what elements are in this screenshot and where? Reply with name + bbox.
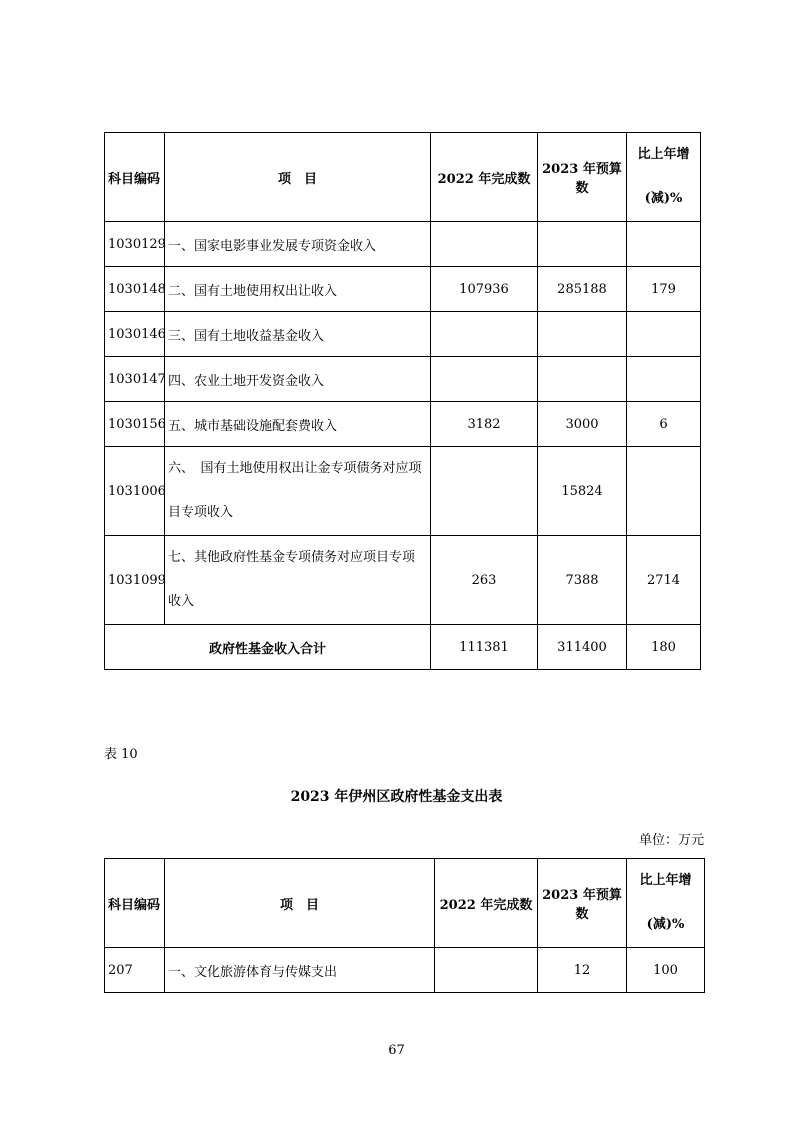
header-code: 科目编码 [105, 859, 165, 948]
row-budget-2023: 15824 [538, 447, 627, 536]
header-code: 科目编码 [105, 133, 165, 222]
row-budget-2023: 285188 [538, 267, 627, 312]
table-row [105, 447, 701, 536]
row-change [627, 357, 701, 402]
row-code: 1030148 [105, 267, 165, 312]
page-number: 67 [388, 1043, 405, 1058]
table-title: 2023 年伊州区政府性基金支出表 [290, 789, 503, 805]
row-done-2022 [431, 447, 538, 536]
row-item: 一、国家电影事业发展专项资金收入 [165, 222, 431, 267]
total-change: 180 [627, 625, 701, 670]
row-code: 207 [105, 948, 165, 993]
header-change-line1: 比上年增 [639, 873, 692, 888]
row-code: 1030156 [105, 402, 165, 447]
row-change [627, 447, 701, 536]
header-change-line2: (减)% [644, 191, 683, 206]
table-row [105, 312, 701, 357]
revenue-table [104, 132, 701, 670]
row-code: 1031006 [105, 447, 165, 536]
row-done-2022: 107936 [431, 267, 538, 312]
row-item: 四、农业土地开发资金收入 [165, 357, 431, 402]
row-budget-2023 [538, 222, 627, 267]
row-item: 五、城市基础设施配套费收入 [165, 402, 431, 447]
row-code: 1030129 [105, 222, 165, 267]
expenditure-table [104, 858, 705, 993]
total-done-2022: 111381 [431, 625, 538, 670]
row-budget-2023 [538, 312, 627, 357]
row-code: 1030147 [105, 357, 165, 402]
header-change [627, 133, 701, 222]
header-item: 项 目 [165, 133, 431, 222]
row-budget-2023 [538, 357, 627, 402]
row-done-2022: 3182 [431, 402, 538, 447]
row-item: 七、其他政府性基金专项债务对应项目专项收入 [165, 536, 431, 625]
row-item: 一、文化旅游体育与传媒支出 [165, 948, 435, 993]
row-change: 179 [627, 267, 701, 312]
table-row [105, 267, 701, 312]
row-change: 6 [627, 402, 701, 447]
header-change-line2: (减)% [646, 917, 685, 932]
row-change: 2714 [627, 536, 701, 625]
table-label: 表 10 [104, 747, 138, 762]
row-code: 1030146 [105, 312, 165, 357]
header-change-line1: 比上年增 [637, 147, 690, 162]
row-change: 100 [627, 948, 705, 993]
table-row [105, 357, 701, 402]
table-header-row [105, 859, 705, 948]
header-done-2022: 2022 年完成数 [435, 859, 538, 948]
row-change [627, 312, 701, 357]
header-change [627, 859, 705, 948]
row-item: 二、国有土地使用权出让收入 [165, 267, 431, 312]
table-total-row [105, 625, 701, 670]
table-header-row [105, 133, 701, 222]
unit-label: 单位：万元 [638, 833, 704, 848]
row-budget-2023: 7388 [538, 536, 627, 625]
total-label: 政府性基金收入合计 [105, 625, 431, 670]
table-row [105, 222, 701, 267]
row-done-2022: 263 [431, 536, 538, 625]
row-budget-2023: 12 [538, 948, 627, 993]
row-done-2022 [431, 312, 538, 357]
row-done-2022 [431, 357, 538, 402]
header-item: 项 目 [165, 859, 435, 948]
table-row [105, 536, 701, 625]
header-budget-2023: 2023 年预算数 [538, 859, 627, 948]
row-change [627, 222, 701, 267]
table-row [105, 402, 701, 447]
row-code: 1031099 [105, 536, 165, 625]
total-budget-2023: 311400 [538, 625, 627, 670]
row-item: 六、 国有土地使用权出让金专项债务对应项目专项收入 [165, 447, 431, 536]
row-done-2022 [431, 222, 538, 267]
header-budget-2023: 2023 年预算数 [538, 133, 627, 222]
row-done-2022 [435, 948, 538, 993]
row-item: 三、国有土地收益基金收入 [165, 312, 431, 357]
header-done-2022: 2022 年完成数 [431, 133, 538, 222]
table-row [105, 948, 705, 993]
row-budget-2023: 3000 [538, 402, 627, 447]
